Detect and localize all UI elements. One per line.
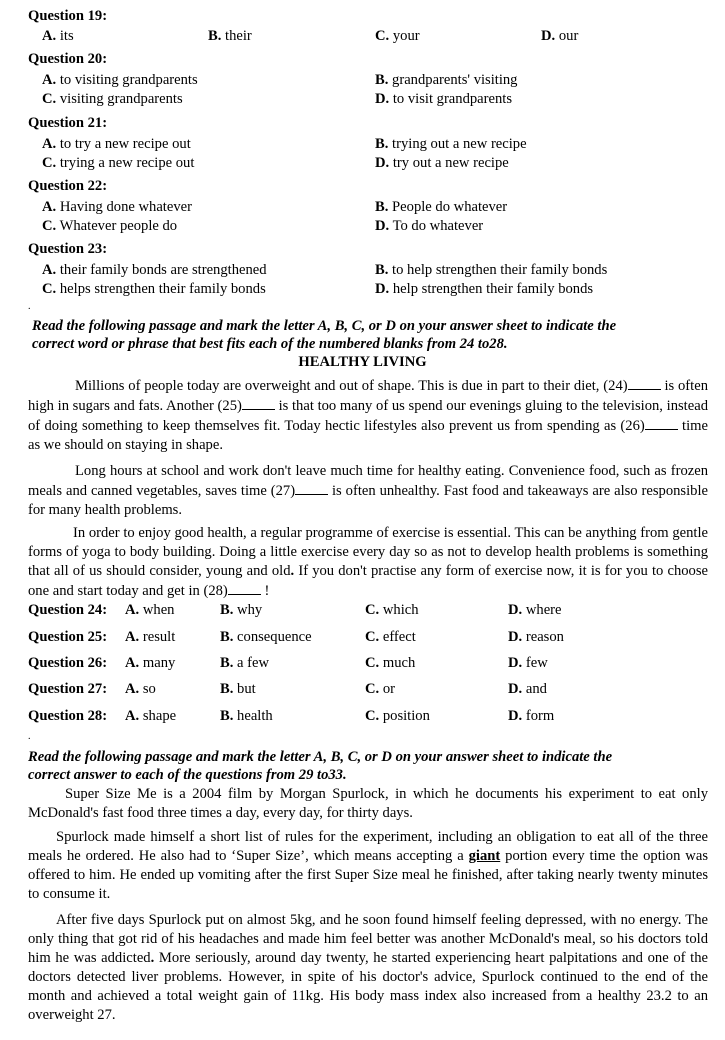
text-span: Millions of people today are overweight and out of shape. This is due in part to their diet,: [75, 378, 600, 394]
question-number: Question 25:: [28, 629, 108, 645]
option-d[interactable]: [375, 217, 483, 236]
option-d[interactable]: [375, 280, 593, 299]
option-text: result: [142, 629, 176, 645]
option-letter: A.: [42, 28, 57, 44]
option-text: a few: [237, 655, 270, 671]
question-number: Question 23:: [28, 241, 108, 257]
option-letter: D.: [541, 28, 556, 44]
text-span: .: [150, 950, 155, 966]
text-span: Long hours at school and work don't leave much time for healthy eating. Convenience food, such as frozen meals and canned vegetables, saves time (27): [28, 463, 708, 499]
option-text: and: [525, 681, 547, 697]
option-text: to help strengthen their family bonds: [392, 262, 608, 278]
option-text: grandparents' visiting: [392, 72, 518, 88]
option-letter: C.: [365, 708, 380, 724]
option-letter: A.: [125, 708, 140, 724]
option-text: many: [142, 655, 176, 671]
option-letter: A.: [125, 629, 140, 645]
blank-number: (24): [603, 378, 628, 394]
blank-28[interactable]: [228, 581, 261, 595]
text-span: is often high in sugars and fats. Another (25): [28, 378, 708, 414]
option-d[interactable]: [375, 154, 509, 173]
text-span: .: [290, 563, 295, 579]
instruction-line: Read the following passage and mark the letter A, B, C, or D on your answer sheet to indicate the: [28, 749, 613, 765]
option-b[interactable]: [220, 707, 273, 726]
option-text: visiting grandparents: [59, 91, 183, 107]
option-text: consequence: [237, 629, 312, 645]
option-d[interactable]: [375, 90, 512, 109]
option-d[interactable]: [508, 707, 554, 726]
option-c[interactable]: [365, 601, 419, 620]
option-a[interactable]: [125, 601, 174, 620]
blank-24[interactable]: [628, 376, 661, 390]
option-letter: D.: [375, 91, 390, 107]
option-c[interactable]: [42, 154, 194, 173]
underlined-word-giant: giant: [468, 848, 501, 864]
option-letter: C.: [42, 91, 57, 107]
option-c[interactable]: [365, 707, 430, 726]
option-text: reason: [525, 629, 564, 645]
option-a[interactable]: [42, 261, 267, 280]
option-letter: D.: [375, 281, 390, 297]
option-text: where: [525, 602, 562, 618]
option-letter: C.: [42, 218, 57, 234]
option-letter: B.: [220, 629, 234, 645]
option-c[interactable]: [365, 680, 395, 699]
text-span: !: [260, 583, 270, 599]
option-c[interactable]: [365, 628, 416, 647]
option-letter: A.: [42, 262, 57, 278]
option-text: why: [237, 602, 263, 618]
question-number: Question 24:: [28, 602, 108, 618]
separator-dot: .: [28, 731, 31, 742]
option-letter: C.: [365, 629, 380, 645]
option-c[interactable]: [42, 90, 183, 109]
text-span: Spurlock made himself a short list of rules for the experiment, including an obligation to eat all of the three meals he ordered. He also had to ‘Super Size’, which means accepting a: [28, 829, 708, 864]
separator-dot: .: [28, 301, 31, 312]
option-letter: D.: [375, 218, 390, 234]
option-letter: A.: [125, 602, 140, 618]
option-letter: C.: [365, 655, 380, 671]
question-number: Question 26:: [28, 655, 108, 671]
option-text: effect: [382, 629, 416, 645]
passage-paragraph: [28, 462, 708, 520]
option-letter: C.: [365, 602, 380, 618]
blank-27[interactable]: [295, 481, 328, 495]
question-number: Question 28:: [28, 708, 108, 724]
option-letter: B.: [375, 199, 389, 215]
option-letter: D.: [375, 155, 390, 171]
option-text: its: [59, 28, 74, 44]
question-number: Question 19:: [28, 8, 108, 24]
passage-paragraph: [28, 524, 708, 601]
option-letter: B.: [220, 708, 234, 724]
option-letter: B.: [375, 262, 389, 278]
option-c[interactable]: [365, 654, 415, 673]
passage-title: HEALTHY LIVING: [298, 354, 427, 370]
passage-paragraph: [28, 376, 708, 455]
option-text: To do whatever: [392, 218, 484, 234]
option-b[interactable]: [220, 680, 256, 699]
instruction-line: correct answer to each of the questions from 29 to33.: [28, 767, 347, 783]
option-letter: C.: [375, 28, 390, 44]
option-text: which: [382, 602, 419, 618]
passage-paragraph: [28, 911, 708, 1025]
option-a[interactable]: [125, 654, 175, 673]
option-a[interactable]: [42, 198, 192, 217]
option-text: Whatever people do: [59, 218, 178, 234]
option-b[interactable]: [208, 27, 252, 46]
option-letter: D.: [508, 655, 523, 671]
option-d[interactable]: [541, 27, 578, 46]
option-letter: A.: [42, 136, 57, 152]
option-letter: B.: [375, 136, 389, 152]
option-b[interactable]: [375, 135, 527, 154]
option-letter: D.: [508, 708, 523, 724]
option-text: health: [237, 708, 273, 724]
option-text: position: [382, 708, 430, 724]
option-text: help strengthen their family bonds: [392, 281, 594, 297]
option-b[interactable]: [220, 601, 262, 620]
option-letter: B.: [208, 28, 222, 44]
blank-26[interactable]: [645, 416, 678, 430]
question-number: Question 27:: [28, 681, 108, 697]
option-text: try out a new recipe: [392, 155, 509, 171]
option-letter: C.: [365, 681, 380, 697]
text-span: is often unhealthy. Fast food and takeaways are also responsible for many health problems.: [28, 483, 708, 518]
option-text: helps strengthen their family bonds: [59, 281, 266, 297]
option-text: much: [382, 655, 416, 671]
option-text: to visit grandparents: [392, 91, 513, 107]
option-letter: A.: [42, 72, 57, 88]
option-text: their family bonds are strengthened: [59, 262, 267, 278]
instruction-line: correct word or phrase that best fits each of the numbered blanks from 24 to28.: [32, 336, 508, 352]
option-text: few: [525, 655, 548, 671]
option-text: to visiting grandparents: [59, 72, 198, 88]
option-letter: C.: [42, 281, 57, 297]
option-text: People do whatever: [392, 199, 508, 215]
option-b[interactable]: [220, 628, 312, 647]
option-text: shape: [142, 708, 177, 724]
option-text: trying a new recipe out: [59, 155, 195, 171]
option-a[interactable]: [42, 27, 74, 46]
option-text: but: [237, 681, 256, 697]
option-c[interactable]: [42, 280, 266, 299]
option-text: form: [525, 708, 555, 724]
option-letter: A.: [42, 199, 57, 215]
option-letter: B.: [220, 655, 234, 671]
text-span: If you don't practise any form of exercise now, it is for you to choose one and start today and get in (28): [28, 563, 708, 599]
option-b[interactable]: [220, 654, 269, 673]
option-d[interactable]: [508, 628, 564, 647]
text-span: More seriously, around day twenty, he started experiencing heart palpitations and one of the doctors detected liver problems. However, in spite of his doctor's advice, Spurlock continued to the end of the month and achieved a total weight gain of 11kg. His body mass index also increased from a healthy 23.2 to an overweight 27.: [28, 950, 708, 1023]
option-text: your: [392, 28, 420, 44]
option-letter: D.: [508, 602, 523, 618]
passage-paragraph: [28, 828, 708, 904]
option-letter: C.: [42, 155, 57, 171]
text-span: time as we should on staying in shape.: [28, 418, 708, 453]
option-letter: A.: [125, 681, 140, 697]
option-text: or: [382, 681, 396, 697]
option-b[interactable]: [375, 261, 607, 280]
option-text: to try a new recipe out: [59, 136, 191, 152]
option-letter: A.: [125, 655, 140, 671]
question-number: Question 21:: [28, 115, 108, 131]
option-c[interactable]: [375, 27, 420, 46]
blank-25[interactable]: [242, 396, 275, 410]
option-d[interactable]: [508, 680, 547, 699]
option-d[interactable]: [508, 601, 562, 620]
question-number: Question 22:: [28, 178, 108, 194]
option-text: trying out a new recipe: [392, 136, 527, 152]
option-a[interactable]: [42, 135, 191, 154]
option-text: so: [142, 681, 156, 697]
option-letter: D.: [508, 629, 523, 645]
text-span: In order to enjoy good health, a regular programme of exercise is essential. This can be anything from gentle forms of yoga to body building. Doing a little exercise every day so as not to develop health problems is something that all of us should consider, young and old: [28, 525, 708, 579]
option-d[interactable]: [508, 654, 548, 673]
option-a[interactable]: [42, 71, 198, 90]
option-text: Having done whatever: [59, 199, 192, 215]
option-text: when: [142, 602, 175, 618]
option-letter: B.: [220, 681, 234, 697]
option-text: their: [225, 28, 252, 44]
option-b[interactable]: [375, 71, 517, 90]
option-a[interactable]: [125, 628, 175, 647]
option-letter: B.: [220, 602, 234, 618]
instruction-line: Read the following passage and mark the letter A, B, C, or D on your answer sheet to indicate the: [32, 318, 617, 334]
option-c[interactable]: [42, 217, 177, 236]
option-text: our: [558, 28, 579, 44]
option-a[interactable]: [125, 680, 156, 699]
option-a[interactable]: [125, 707, 176, 726]
option-letter: B.: [375, 72, 389, 88]
text-span: portion every time the option was offered to him. He ended up vomiting after the first Super Size meal he finished, after taking nearly twenty minutes to consume it.: [28, 848, 709, 902]
question-number: Question 20:: [28, 51, 108, 67]
option-letter: D.: [508, 681, 523, 697]
option-b[interactable]: [375, 198, 507, 217]
text-span: After five days Spurlock put on almost 5kg, and he soon found himself feeling depressed, with no energy. The only thing that got rid of his headaches and made him feel better was another McDonald's meal, so his doctors told him he was addicted: [28, 912, 708, 966]
passage-paragraph: Super Size Me is a 2004 film by Morgan Spurlock, in which he documents his experiment to eat only McDonald's fast food three times a day, every day, for thirty days.: [28, 786, 708, 821]
text-span: is that too many of us spend our evenings gluing to the television, instead of doing something to keep themselves fit. Today hectic lifestyles also prevent us from spending as (26): [28, 398, 708, 434]
